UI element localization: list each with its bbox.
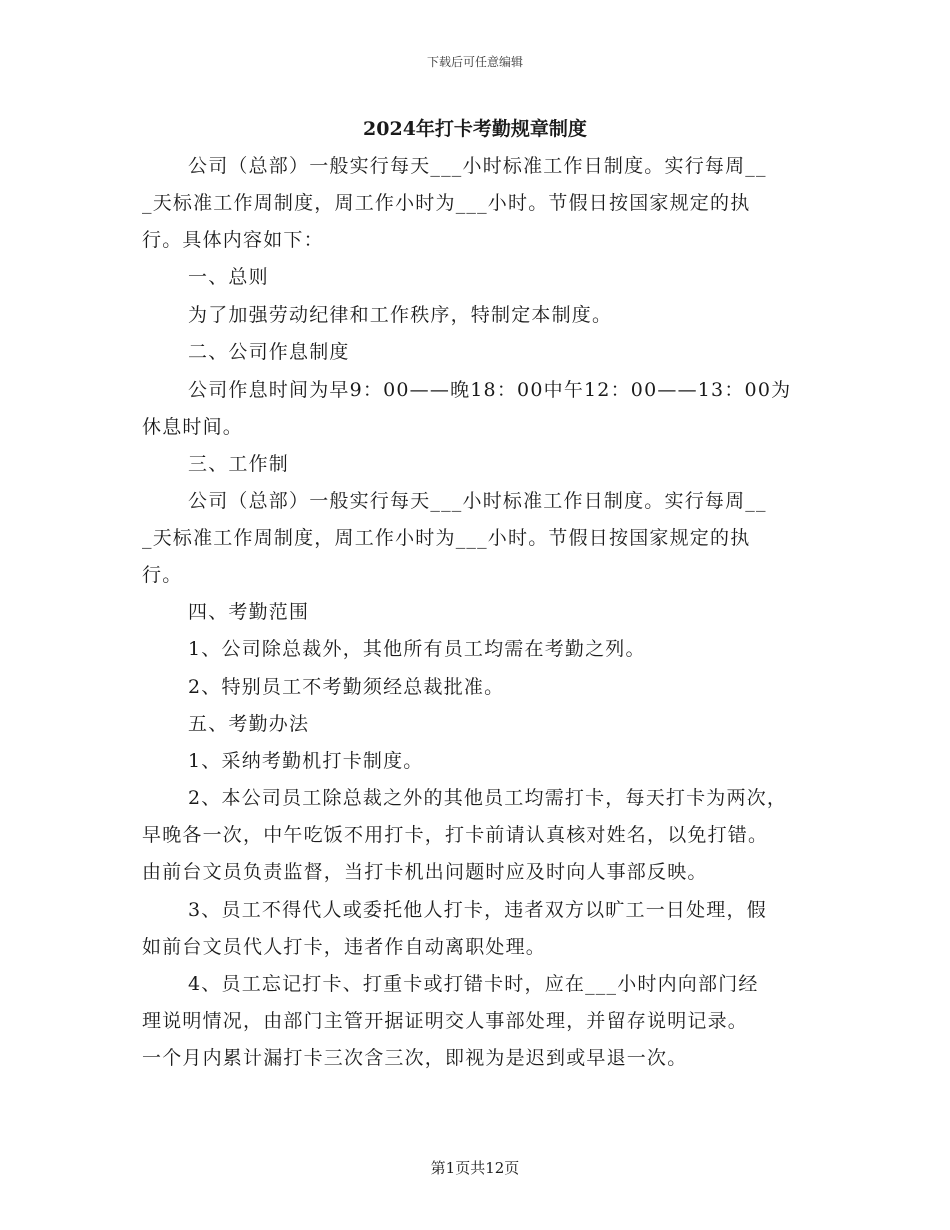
document-title: 2024年打卡考勤规章制度 [363, 118, 587, 140]
body-line: 3、员工不得代人或委托他人打卡，违者双方以旷工一日处理，假 [188, 899, 767, 921]
body-line: 行。具体内容如下： [142, 229, 324, 251]
section-heading: 二、公司作息制度 [188, 341, 350, 363]
page-header: 下载后可任意编辑 [426, 55, 523, 69]
body-line: 2、本公司员工除总裁之外的其他员工均需打卡，每天打卡为两次， [188, 787, 788, 809]
body-line: 由前台文员负责监督，当打卡机出问题时应及时向人事部反映。 [142, 861, 708, 883]
section-heading: 一、总则 [188, 266, 269, 288]
section-heading: 五、考勤办法 [188, 713, 310, 735]
section-heading: 三、工作制 [188, 453, 290, 475]
body-line: 为了加强劳动纪律和工作秩序，特制定本制度。 [188, 304, 613, 326]
body-line: 1、公司除总裁外，其他所有员工均需在考勤之列。 [188, 638, 646, 660]
body-line: 公司（总部）一般实行每天___小时标准工作日制度。实行每周__ [188, 155, 767, 177]
page-footer: 第1页共12页 [430, 1159, 520, 1177]
section-heading: 四、考勤范围 [188, 601, 310, 623]
body-line: 行。 [142, 564, 183, 586]
body-line: 4、员工忘记打卡、打重卡或打错卡时，应在___小时内向部门经 [188, 973, 759, 995]
body-line: _天标准工作周制度，周工作小时为___小时。节假日按国家规定的执 [142, 527, 751, 549]
body-line: 休息时间。 [142, 416, 244, 438]
body-line: 早晚各一次，中午吃饭不用打卡，打卡前请认真核对姓名，以免打错。 [142, 824, 769, 846]
body-line: 公司（总部）一般实行每天___小时标准工作日制度。实行每周__ [188, 490, 767, 512]
body-line: _天标准工作周制度，周工作小时为___小时。节假日按国家规定的执 [142, 192, 751, 214]
body-line: 如前台文员代人打卡，违者作自动离职处理。 [142, 936, 547, 958]
body-line: 一个月内累计漏打卡三次含三次，即视为是迟到或早退一次。 [142, 1047, 688, 1069]
body-line: 公司作息时间为早9：00——晚18：00中午12：00——13：00为 [188, 379, 792, 401]
body-line: 1、采纳考勤机打卡制度。 [188, 750, 424, 772]
body-line: 2、特别员工不考勤须经总裁批准。 [188, 676, 505, 698]
body-line: 理说明情况，由部门主管开据证明交人事部处理，并留存说明记录。 [142, 1010, 749, 1032]
